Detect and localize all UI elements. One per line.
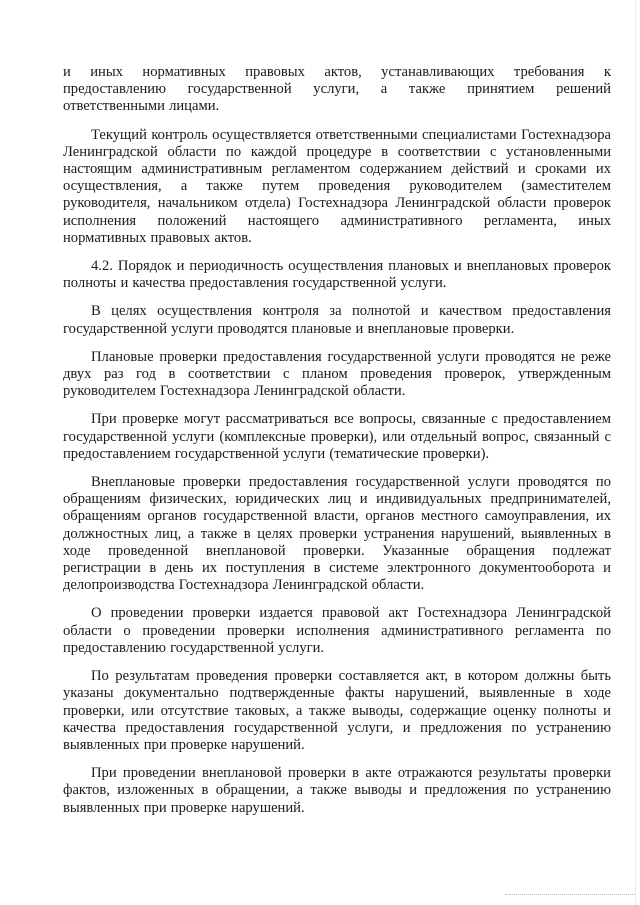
paragraph-legal-act: О проведении проверки издается правовой акт Гостехнадзора Ленинградской области о проведении проверки исполнения административного регламента по предоставлению государственной услуги.	[63, 605, 611, 656]
paragraph-check-results: По результатам проведения проверки составляется акт, в котором должны быть указаны документально подтвержденные факты нарушений, выявленные в ходе проверки, или отсутствие таковых, а также выводы, содержащие оценку полноты и качества предоставления государственной услуги, и предложения по устранению выявленных при проверке нарушений.	[63, 668, 611, 753]
paragraph-check-scope: При проверке могут рассматриваться все вопросы, связанные с предоставлением государственной услуги (комплексные проверки), или отдельный вопрос, связанный с предоставлением государственной услуги (тематические проверки).	[63, 411, 611, 462]
paragraph-control-purpose: В целях осуществления контроля за полнотой и качеством предоставления государственной услуги проводятся плановые и внеплановые проверки.	[63, 303, 611, 337]
scan-bottom-artifact	[505, 894, 635, 895]
scan-edge-artifact	[635, 0, 636, 905]
paragraph-continuation: и иных нормативных правовых актов, устанавливающих требования к предоставлению государственной услуги, а также принятием решений ответственными лицами.	[63, 64, 611, 115]
paragraph-unplanned-results: При проведении внеплановой проверки в акте отражаются результаты проверки фактов, изложенных в обращении, а также выводы и предложения по устранению выявленных при проверке нарушений.	[63, 765, 611, 816]
section-heading-4-2: 4.2. Порядок и периодичность осуществления плановых и внеплановых проверок полноты и качества предоставления государственной услуги.	[63, 258, 611, 292]
paragraph-unplanned-checks: Внеплановые проверки предоставления государственной услуги проводятся по обращениям физических, юридических лиц и индивидуальных предпринимателей, обращениям органов государственной власти, органов местного самоуправления, их должностных лиц, а также в целях проверки устранения нарушений, выявленных в ходе проведенной внеплановой проверки. Указанные обращения подлежат регистрации в день их поступления в системе электронного документооборота и делопроизводства Гостехнадзора Ленинградской области.	[63, 474, 611, 594]
paragraph-planned-checks: Плановые проверки предоставления государственной услуги проводятся не реже двух раз год в соответствии с планом проведения проверок, утвержденным руководителем Гостехнадзора Ленинградской области.	[63, 348, 611, 400]
document-body	[63, 64, 611, 817]
paragraph-current-control: Текущий контроль осуществляется ответственными специалистами Гостехнадзора Ленинградской области по каждой процедуре в соответствии с установленными настоящим административным регламентом содержанием действий и сроками их осуществления, а также путем проведения руководителем (заместителем руководителя, начальником отдела) Гостехнадзора Ленинградской области проверок исполнения положений настоящего административного регламента, иных нормативных правовых актов.	[63, 126, 611, 246]
